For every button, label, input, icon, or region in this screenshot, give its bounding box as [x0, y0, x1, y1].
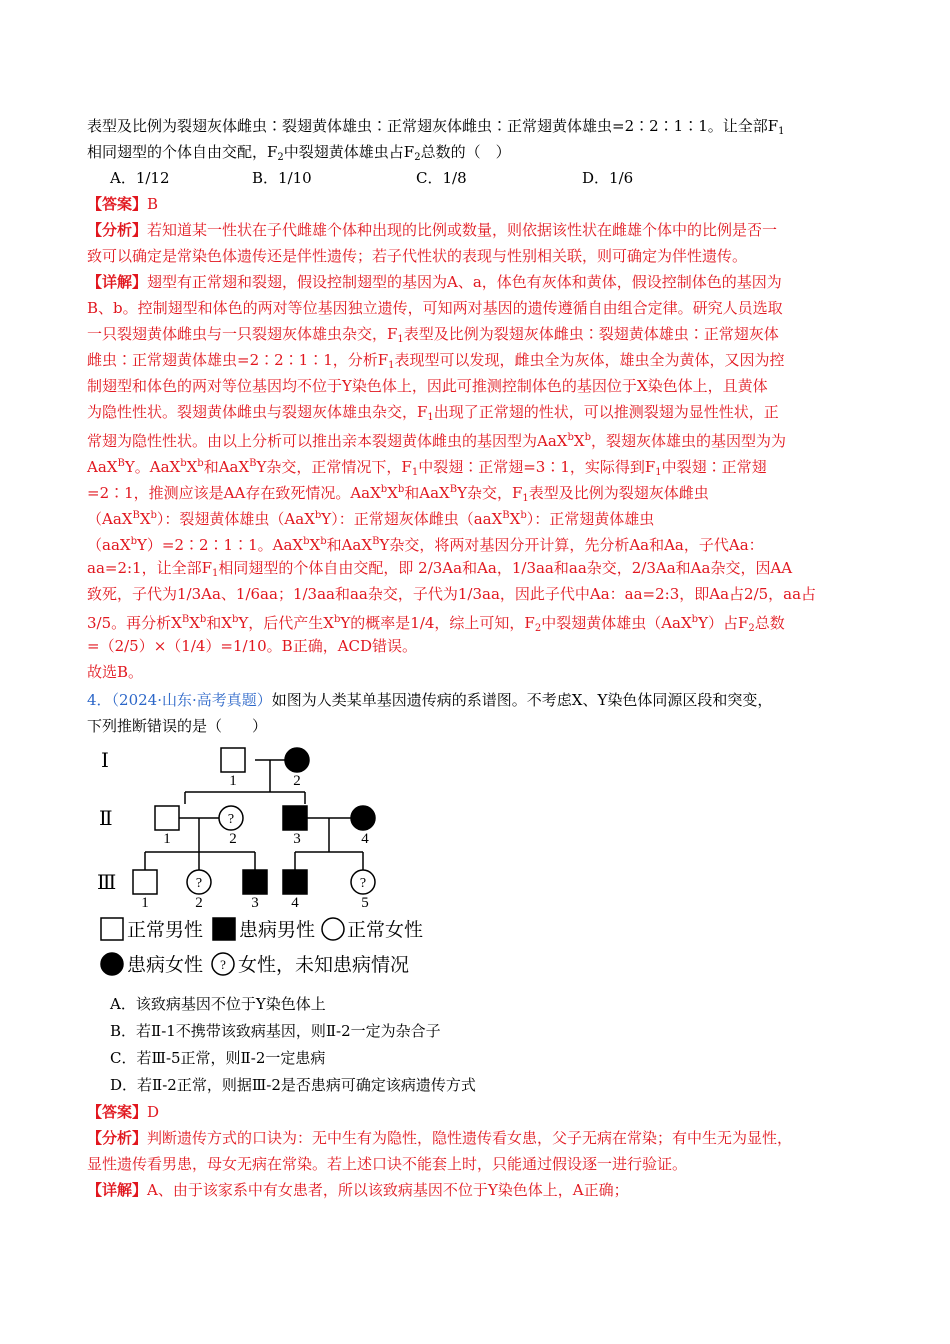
pedigree-number-III-5: 5: [361, 895, 369, 911]
pedigree-number-I-1: 1: [229, 773, 237, 789]
q4-option-c: C．若Ⅲ-5正常，则Ⅱ-2一定患病: [110, 1049, 326, 1067]
q4-option-d: D．若Ⅱ-2正常，则据Ⅲ-2是否患病可确定该病遗传方式: [110, 1076, 476, 1094]
unknown-mark-II-2: ?: [227, 812, 235, 827]
pedigree-chart: [95, 740, 445, 980]
q3-detail-line-2: B、b。控制翅型和体色的两对等位基因独立遗传，可知两对基因的遗传遵循自由组合定律。研究人员选取: [87, 299, 783, 317]
q4-detail-line-1: 【详解】A、由于该家系中有女患者，所以该致病基因不位于Y染色体上，A正确；: [87, 1181, 629, 1199]
pedigree-II-1-normal-male: [155, 806, 179, 830]
legend-affected-female-symbol: [101, 953, 123, 975]
generation-label-I: Ⅰ: [101, 750, 109, 772]
unknown-mark-III-2: ?: [195, 876, 203, 891]
pedigree-number-III-4: 4: [291, 895, 299, 911]
pedigree-number-III-2: 2: [195, 895, 203, 911]
pedigree-III-4-affected-male: [283, 870, 307, 894]
q3-conclusion: 故选B。: [87, 663, 144, 681]
q3-detail-line-13: 致死，子代为1/3Aa、1/6aa；1/3aa和aa杂交，子代为1/3aa，因此子代中Aa：aa=2:3，即Aa占2/5，aa占: [87, 585, 817, 603]
unknown-mark-III-5: ?: [359, 876, 367, 891]
legend-affected-female-label: 患病女性: [127, 955, 204, 976]
legend-unknown-female-label: 女性，未知患病情况: [238, 955, 410, 976]
pedigree-number-I-2: 2: [293, 773, 301, 789]
pedigree-I-1-normal-male: [221, 748, 245, 772]
legend-normal-female-symbol: [322, 918, 344, 940]
q3-analysis-line-1: 【分析】若知道某一性状在子代雌雄个体种出现的比例或数量，则依据该性状在雌雄个体中的比例是否一: [87, 221, 778, 239]
q4-analysis-line-2: 显性遗传看男患，母女无病在常染。若上述口诀不能套上时，只能通过假设逐一进行验证。: [87, 1155, 688, 1173]
legend-unknown-mark: ?: [220, 957, 226, 972]
q4-number: 4．: [87, 691, 112, 709]
q3-stem-line-2: 相同翅型的个体自由交配，$F_2$中裂翅黄体雄虫占$F_2$总数的（ ）: [87, 143, 511, 163]
pedigree-I-2-affected-female: [285, 748, 309, 772]
pedigree-number-II-1: 1: [163, 831, 171, 847]
q4-stem-line-1: 4．（2024·山东·高考真题）如图为人类某单基因遗传病的系谱图。不考虑X、Y染色体同源区段和突变，: [87, 691, 773, 709]
q4-option-b: B．若Ⅱ-1不携带该致病基因，则Ⅱ-2一定为杂合子: [110, 1022, 441, 1040]
pedigree-II-3-affected-male: [283, 806, 307, 830]
q3-option-d: D．1/6: [582, 169, 634, 187]
pedigree-II-4-affected-female: [351, 806, 375, 830]
pedigree-number-II-4: 4: [361, 831, 369, 847]
q3-detail-line-14: 3/5。再分析$X^BX^b$和$X^bY$，后代产生$X^bY$的概率是1/4，综上可知，$F_2$中裂翅黄体雄虫（AaX$^b$Y）占$F_2$总数: [87, 614, 785, 634]
pedigree-III-1-normal-male: [133, 870, 157, 894]
legend-affected-male-symbol: [213, 918, 235, 940]
q3-detail-line-4: 雌虫∶正常翅黄体雄虫=2∶2∶1∶1，分析$F_1$表现型可以发现，雌虫全为灰体，雄虫全为黄体，又因为控: [87, 351, 785, 371]
q4-analysis-line-1: 【分析】判断遗传方式的口诀为：无中生有为隐性，隐性遗传看女患，父子无病在常染；有中生无为显性，: [87, 1129, 793, 1147]
q3-analysis-line-2: 致可以确定是常染色体遗传还是伴性遗传；若子代性状的表现与性别相关联，则可确定为伴性遗传。: [87, 247, 748, 265]
pedigree-III-3-affected-male: [243, 870, 267, 894]
q3-detail-line-11: （aaX$^b$Y）=2∶2∶1∶1。$AaX^bX^b$和AaX$^B$Y杂交，将两对基因分开计算，先分析Aa和Aa，子代Aa：: [87, 536, 764, 554]
q3-answer: 【答案】B: [87, 195, 159, 213]
q4-option-a: A．该致病基因不位于Y染色体上: [110, 995, 326, 1013]
q3-option-a: A．1/12: [110, 169, 170, 187]
q3-detail-line-6: 为隐性性状。裂翅黄体雌虫与裂翅灰体雄虫杂交，$F_1$出现了正常翅的性状，可以推测裂翅为显性性状，正: [87, 403, 779, 423]
q3-detail-line-9: =2∶1，推测应该是AA存在致死情况。$AaX^bX^b$和AaX$^B$Y杂交，$F_1$表型及比例为裂翅灰体雌虫: [87, 484, 709, 504]
generation-label-II: Ⅱ: [99, 808, 113, 830]
pedigree-number-II-2: 2: [229, 831, 237, 847]
q4-source: （2024·山东·高考真题）: [111, 691, 272, 709]
q3-detail-line-10: $(AaX^BX^b)$：裂翅黄体雄虫（AaX$^b$Y）：正常翅灰体雌虫$(aaX^BX^b)$：正常翅黄体雄虫: [87, 510, 655, 528]
q3-detail-line-5: 制翅型和体色的两对等位基因均不位于Y染色体上，因此可推测控制体色的基因位于X染色体上，且黄体: [87, 377, 768, 395]
q3-option-b: B．1/10: [252, 169, 312, 187]
q3-detail-line-3: 一只裂翅黄体雌虫与一只裂翅灰体雄虫杂交，$F_1$表型及比例为裂翅灰体雌虫∶裂翅黄体雄虫∶正常翅灰体: [87, 325, 779, 345]
q3-detail-line-12: aa=2:1，让全部$F_1$相同翅型的个体自由交配，即 2/3Aa和Aa，1/3aa和aa杂交，2/3Aa和Aa杂交，因AA: [87, 559, 793, 579]
pedigree-number-II-3: 3: [293, 831, 301, 847]
legend-affected-male-label: 患病男性: [239, 920, 316, 941]
legend-normal-male-label: 正常男性: [127, 920, 204, 941]
q3-detail-line-8: AaX$^B$Y。$AaX^bX^b$和AaX$^B$Y杂交，正常情况下，$F_1$中裂翅∶正常翅=3∶1，实际得到$F_1$中裂翅∶正常翅: [87, 458, 767, 478]
q4-stem-line-2: 下列推断错误的是（ ）: [87, 717, 268, 735]
q3-option-c: C．1/8: [416, 169, 467, 187]
pedigree-number-III-1: 1: [141, 895, 149, 911]
q3-detail-line-7: 常翅为隐性性状。由以上分析可以推出亲本裂翅黄体雌虫的基因型为$AaX^bX^b$，裂翅灰体雄虫的基因型为为: [87, 432, 786, 450]
q3-detail-line-1: 【详解】翅型有正常翅和裂翅，假设控制翅型的基因为A、a，体色有灰体和黄体，假设控制体色的基因为: [87, 273, 782, 291]
pedigree-number-III-3: 3: [251, 895, 259, 911]
legend-normal-male-symbol: [101, 918, 123, 940]
q3-stem-line-1: 表型及比例为裂翅灰体雌虫∶裂翅黄体雄虫∶正常翅灰体雌虫∶正常翅黄体雄虫=2∶2∶1∶1。让全部$F_1$: [87, 117, 785, 137]
generation-label-III: Ⅲ: [97, 872, 117, 894]
legend-normal-female-label: 正常女性: [347, 920, 424, 941]
q4-answer: 【答案】D: [87, 1103, 160, 1121]
q3-detail-line-15: =（2/5）×（1/4）=1/10。B正确，ACD错误。: [87, 637, 418, 655]
